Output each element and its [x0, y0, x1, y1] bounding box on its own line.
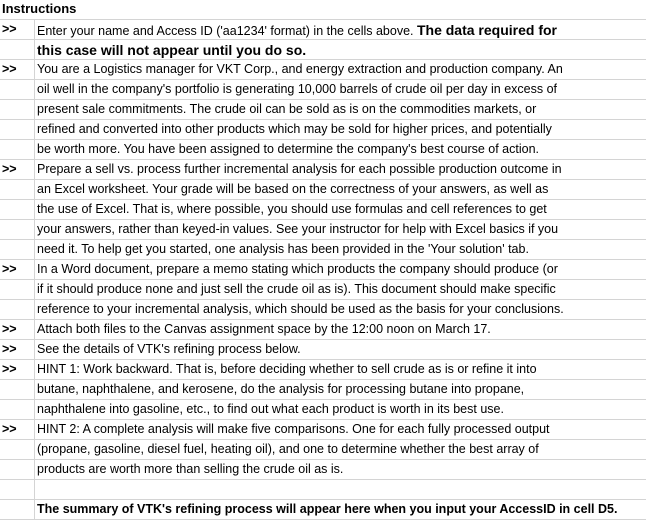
instruction-text [37, 282, 556, 296]
instruction-text [37, 442, 539, 456]
instruction-text [37, 262, 558, 276]
text-run: present sale commitments. The crude oil can be sold as is on the commodities markets, or [37, 101, 537, 116]
instruction-text [37, 62, 563, 76]
sheet-row[interactable] [0, 40, 646, 60]
sheet-row[interactable] [0, 300, 646, 320]
column-divider [34, 360, 35, 379]
sheet-row[interactable] [0, 280, 646, 300]
column-divider [34, 200, 35, 219]
text-run: You are a Logistics manager for VKT Corp., and energy extraction and production company. An [37, 61, 563, 76]
column-divider [34, 380, 35, 399]
column-divider [34, 460, 35, 479]
column-divider [34, 220, 35, 239]
bullet-marker: >> [2, 321, 17, 336]
instructions-heading: Instructions [2, 1, 77, 16]
instruction-text [37, 162, 562, 176]
instruction-text [37, 22, 557, 38]
text-run: refined and converted into other products which may be sold for higher prices, and potentially [37, 121, 552, 136]
column-divider [34, 180, 35, 199]
sheet-row[interactable] [0, 500, 646, 520]
column-divider [34, 340, 35, 359]
sheet-row[interactable] [0, 20, 646, 40]
sheet-row[interactable] [0, 440, 646, 460]
instruction-text [37, 422, 550, 436]
instruction-text [37, 102, 536, 116]
column-divider [34, 40, 35, 59]
column-divider [34, 480, 35, 499]
instruction-text [37, 342, 301, 356]
column-divider [34, 120, 35, 139]
instruction-text [37, 142, 539, 156]
column-divider [34, 420, 35, 439]
column-divider [34, 80, 35, 99]
instruction-text [37, 362, 537, 376]
sheet-row[interactable] [0, 460, 646, 480]
sheet-row[interactable] [0, 180, 646, 200]
instruction-text [37, 302, 564, 316]
sheet-row[interactable] [0, 160, 646, 180]
text-run: products are worth more than selling the crude oil as is. [37, 461, 344, 476]
column-divider [34, 500, 35, 519]
column-divider [34, 440, 35, 459]
instruction-text [37, 322, 491, 336]
instruction-text [37, 402, 504, 416]
sheet-row[interactable] [0, 80, 646, 100]
sheet-row[interactable] [0, 60, 646, 80]
header-row[interactable] [0, 0, 646, 20]
column-divider [34, 160, 35, 179]
text-run: The data required for [416, 21, 557, 38]
sheet-row[interactable] [0, 100, 646, 120]
text-run: if it should produce none and just sell the crude oil as is). This document should make specific [37, 281, 556, 296]
sheet-row[interactable] [0, 140, 646, 160]
instruction-text [37, 82, 557, 96]
sheet-row[interactable] [0, 420, 646, 440]
text-run: (propane, gasoline, diesel fuel, heating oil), and one to determine whether the best array of [37, 441, 539, 456]
instruction-text [37, 502, 617, 516]
bullet-marker: >> [2, 21, 17, 36]
text-run: your answers, rather than keyed-in values. See your instructor for help with Excel basics if you [37, 221, 559, 236]
text-run: be worth more. You have been assigned to determine the company's best course of action. [37, 141, 540, 156]
bullet-marker: >> [2, 341, 17, 356]
sheet-row[interactable] [0, 260, 646, 280]
bullet-marker: >> [2, 61, 17, 76]
column-divider [34, 240, 35, 259]
column-divider [34, 300, 35, 319]
sheet-row[interactable] [0, 120, 646, 140]
instruction-text [37, 202, 547, 216]
sheet-row[interactable] [0, 400, 646, 420]
instruction-text [37, 222, 558, 236]
column-divider [34, 400, 35, 419]
text-run: an Excel worksheet. Your grade will be based on the correctness of your answers, as well as [37, 181, 549, 196]
text-run: oil well in the company's portfolio is generating 10,000 barrels of crude oil per day in excess of [37, 81, 558, 96]
text-run: reference to your incremental analysis, which should be used as the basis for your conclusions. [37, 301, 564, 316]
text-run: this case will not appear until you do so. [37, 41, 307, 58]
bullet-marker: >> [2, 421, 17, 436]
text-run: the use of Excel. That is, where possible, you should use formulas and cell references to get [37, 201, 547, 216]
column-divider [34, 280, 35, 299]
sheet-row[interactable] [0, 480, 646, 500]
text-run: Enter your name and Access ID ('aa1234' format) in the cells above. [37, 23, 417, 38]
bullet-marker: >> [2, 361, 17, 376]
bullet-marker: >> [2, 261, 17, 276]
instruction-text [37, 462, 343, 476]
text-run: butane, naphthalene, and kerosene, do the analysis for processing butane into propane, [37, 381, 525, 396]
text-run: Attach both files to the Canvas assignment space by the 12:00 noon on March 17. [37, 321, 491, 336]
bullet-marker: >> [2, 161, 17, 176]
sheet-row[interactable] [0, 220, 646, 240]
sheet-row[interactable] [0, 380, 646, 400]
text-run: See the details of VTK's refining process below. [37, 341, 301, 356]
text-run: HINT 1: Work backward. That is, before deciding whether to sell crude as is or refine it into [37, 361, 537, 376]
text-run: need it. To help get you started, one analysis has been provided in the 'Your solution' tab. [37, 241, 529, 256]
column-divider [34, 100, 35, 119]
sheet-row[interactable] [0, 360, 646, 380]
sheet-row[interactable] [0, 320, 646, 340]
instruction-text [37, 182, 548, 196]
sheet-row[interactable] [0, 200, 646, 220]
column-divider [34, 260, 35, 279]
text-run: HINT 2: A complete analysis will make five comparisons. One for each fully processed output [37, 421, 550, 436]
column-divider [34, 320, 35, 339]
instruction-text [37, 42, 306, 58]
instruction-text [37, 382, 524, 396]
column-divider [34, 60, 35, 79]
instruction-text [37, 122, 552, 136]
sheet-row[interactable] [0, 240, 646, 260]
column-divider [34, 20, 35, 39]
text-run: Prepare a sell vs. process further incremental analysis for each possible production outcome in [37, 161, 562, 176]
column-divider [34, 140, 35, 159]
text-run: The summary of VTK's refining process will appear here when you input your AccessID in cell D5. [37, 501, 618, 516]
instruction-text [37, 242, 529, 256]
text-run: In a Word document, prepare a memo stating which products the company should produce (or [37, 261, 558, 276]
text-run: naphthalene into gasoline, etc., to find out what each product is worth in its best use. [37, 401, 504, 416]
sheet-row[interactable] [0, 340, 646, 360]
